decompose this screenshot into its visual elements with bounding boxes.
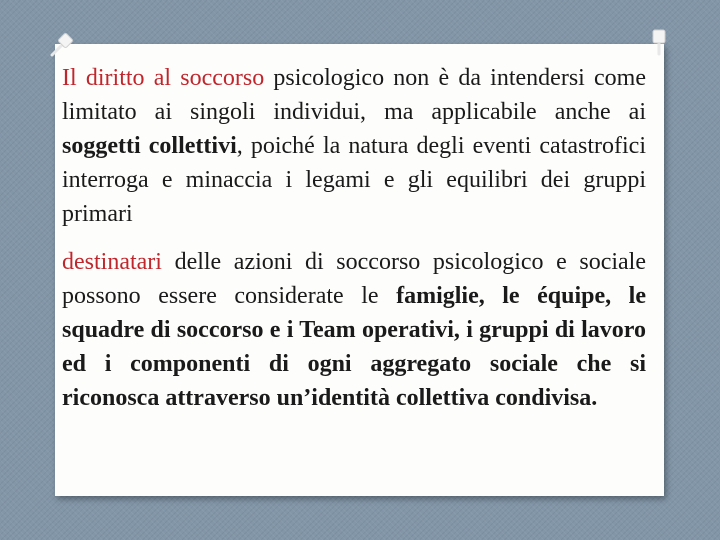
paragraph-right-to-support <box>62 61 646 231</box>
body-text: , poiché la natura degli eventi catastrofici interroga e minaccia i legami e gli equilibri dei gruppi primari <box>62 133 646 227</box>
highlight-text: Il diritto al soccorso <box>62 65 265 91</box>
pushpin-icon <box>644 27 674 57</box>
highlight-text: destinatari <box>62 249 162 275</box>
paragraph-recipients <box>62 245 646 415</box>
body-text: delle azioni di soccorso psicologico e sociale possono essere considerate le <box>62 249 646 309</box>
pushpin-icon <box>47 30 77 60</box>
body-text: psicologico non è da intendersi come limitato ai singoli individui, ma applicabile anche ai <box>62 65 646 125</box>
bold-text: famiglie, le équipe, le squadre di soccorso e i Team operativi, i gruppi di lavoro ed i componenti di ogni aggregato sociale che si riconosca attraverso un’identità collettiva condivisa. <box>62 283 647 411</box>
bold-text: soggetti collettivi <box>62 133 237 159</box>
